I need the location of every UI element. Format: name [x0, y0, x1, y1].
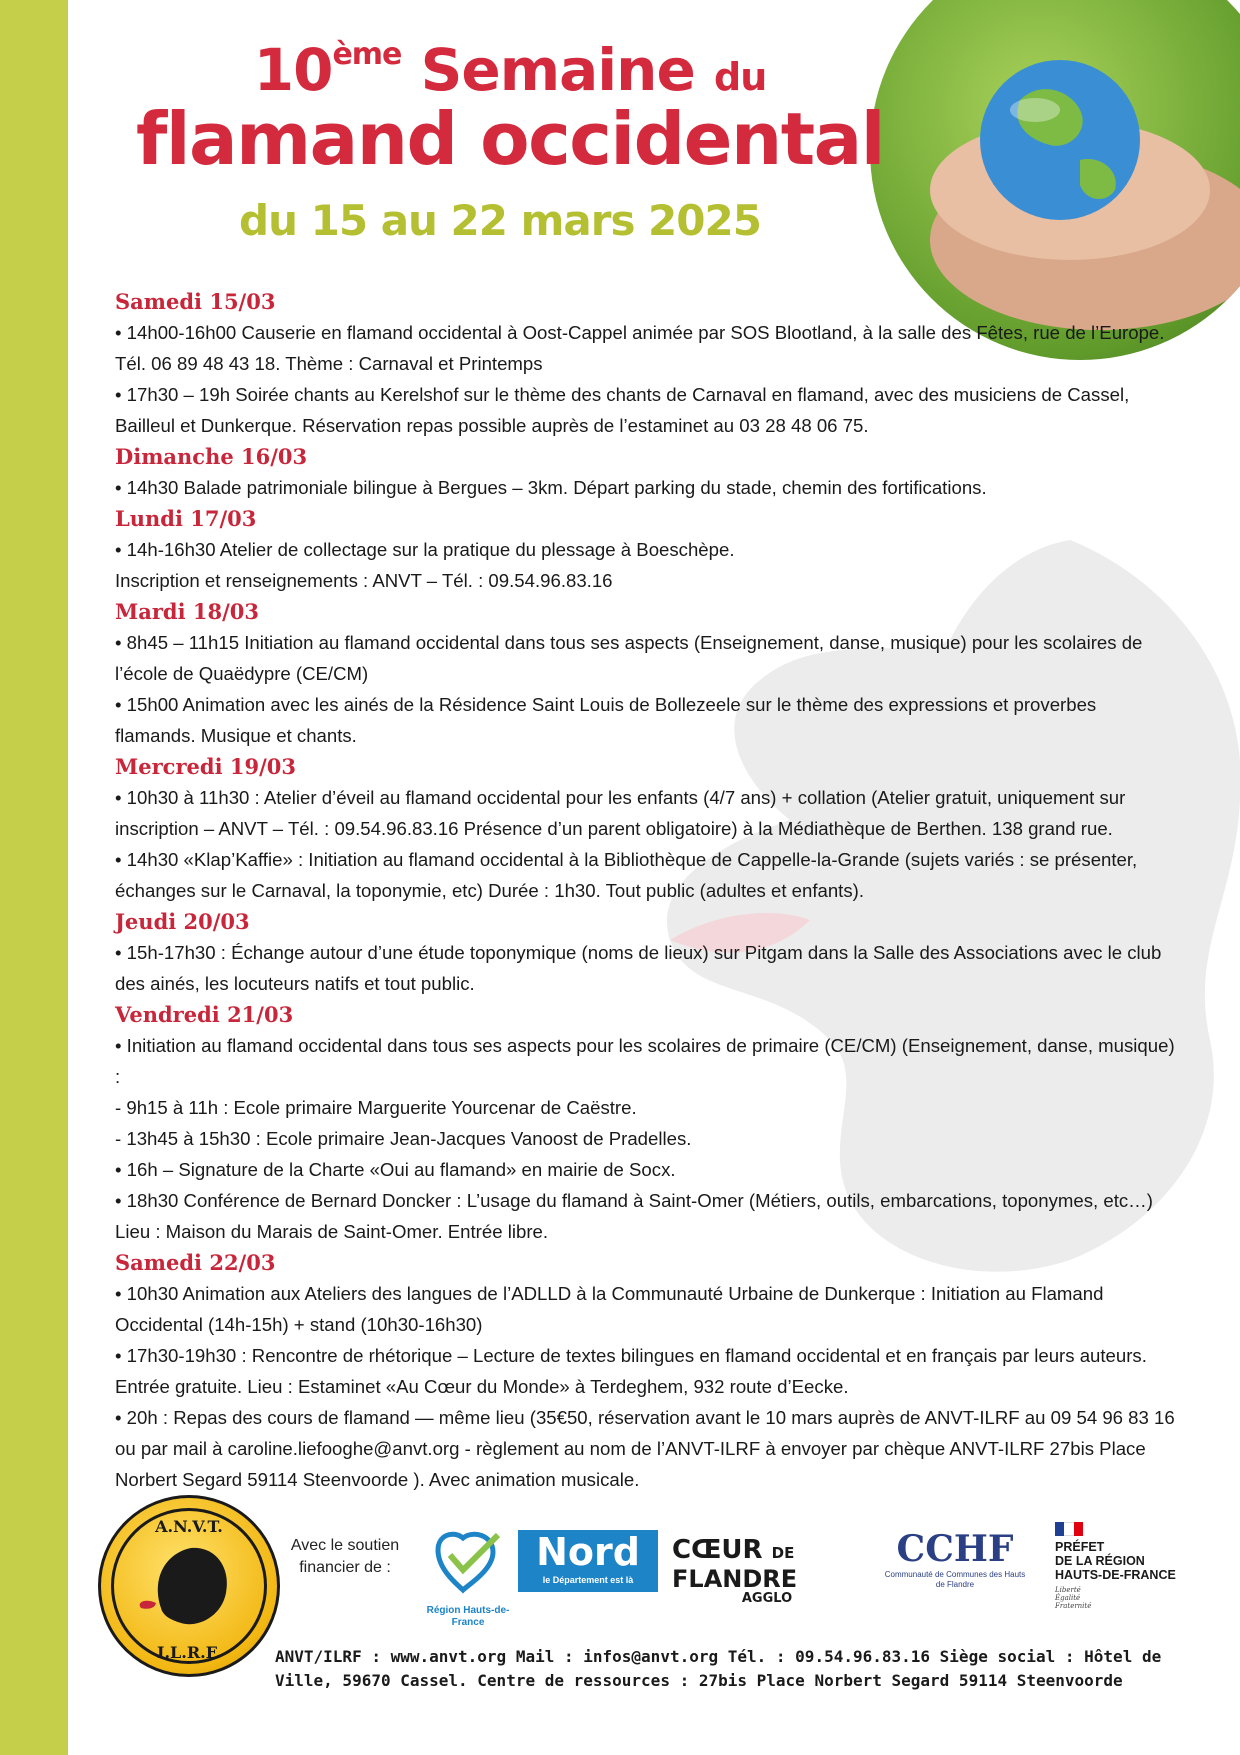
event-item: • 10h30 à 11h30 : Atelier d’éveil au flamand occidental pour les enfants (4/7 ans) + collation (Atelier gratuit, uniquement sur inscription – ANVT – Tél. : 09.54.96.83.16 Présence d’un parent obligatoire) à la Médiathèque de Berthen. 138 grand rue.	[115, 787, 1126, 839]
cchf-text: CCHF	[896, 1528, 1014, 1570]
anvt-logo	[98, 1495, 280, 1677]
day-heading: Lundi 17/03	[115, 506, 257, 531]
day-heading: Vendredi 21/03	[115, 1002, 294, 1027]
prefet-logo	[1055, 1522, 1205, 1610]
event-item: • 10h30 Animation aux Ateliers des langues de l’ADLLD à la Communauté Urbaine de Dunkerque : Initiation au Flamand Occidental (14h-15h) + stand (10h30-16h30)	[115, 1283, 1104, 1335]
prefet-line2: DE LA RÉGION	[1055, 1554, 1145, 1568]
event-item: • 14h30 «Klap’Kaffie» : Initiation au flamand occidental à la Bibliothèque de Cappelle-la-Grande (sujets variés : se présenter, échanges sur le Carnaval, la toponymie, etc) Durée : 1h30. Tout public (adultes et enfants).	[115, 849, 1138, 901]
title-du: du	[714, 55, 767, 99]
nord-logo	[518, 1530, 658, 1592]
page-title	[100, 36, 920, 181]
nord-text: Nord	[536, 1530, 640, 1574]
logo-bottom-text: I.L.R.F.	[156, 1643, 222, 1662]
event-item: • 17h30 – 19h Soirée chants au Kerelshof sur le thème des chants de Carnaval en flamand, avec des musiciens de Cassel, Bailleul et Dunkerque. Réservation repas possible auprès de l’estaminet au 03 28 48 06 75.	[115, 384, 1130, 436]
day-heading: Jeudi 20/03	[115, 909, 250, 934]
event-item: • 17h30-19h30 : Rencontre de rhétorique – Lecture de textes bilingues en flamand occidental et en français par leurs auteurs. Entrée gratuite. Lieu : Estaminet «Au Cœur du Monde» à Terdeghem, 932 route d’Eecke.	[115, 1345, 1147, 1397]
event-item: - 13h45 à 15h30 : Ecole primaire Jean-Jacques Vanoost de Pradelles.	[115, 1128, 692, 1149]
coeur-text: CŒUR	[672, 1535, 763, 1565]
event-item: • 14h-16h30 Atelier de collectage sur la pratique du plessage à Boeschèpe.	[115, 539, 735, 560]
day-heading: Mercredi 19/03	[115, 754, 296, 779]
event-item: • 20h : Repas des cours de flamand — même lieu (35€50, réservation avant le 10 mars auprès de ANVT-ILRF au 09 54 96 83 16 ou par mail à caroline.liefooghe@anvt.org - règlement au nom de l’ANVT-ILRF à envoyer par chèque ANVT-ILRF 27bis Place Norbert Segard 59114 Steenvoorde ). Avec animation musicale.	[115, 1407, 1175, 1490]
event-item: - 9h15 à 11h : Ecole primaire Marguerite Yourcenar de Caëstre.	[115, 1097, 637, 1118]
program-list	[115, 286, 1175, 1495]
region-label: Région Hauts-de-France	[426, 1605, 510, 1628]
event-item: • Initiation au flamand occidental dans tous ses aspects pour les scolaires de primaire (CE/CM) (Enseignement, danse, musique) :	[115, 1035, 1175, 1087]
event-item: • 15h-17h30 : Échange autour d’une étude toponymique (noms de lieux) sur Pitgam dans la Salle des Associations avec le club des ainés, les locuteurs natifs et tout public.	[115, 942, 1162, 994]
day-heading: Dimanche 16/03	[115, 444, 308, 469]
coeur-de-text: DE	[771, 1544, 795, 1562]
cchf-subtitle: Communauté de Communes des Hauts de Flandre	[884, 1570, 1026, 1589]
flandre-text: FLANDRE	[672, 1565, 798, 1593]
title-line2: flamand occidental	[136, 97, 884, 181]
contact-info: ANVT/ILRF : www.anvt.org Mail : infos@anvt.org Tél. : 09.54.96.83.16 Siège social : Hôtel de Ville, 59670 Cassel. Centre de ressources : 27bis Place Norbert Segard 59114 Steenvoorde	[275, 1647, 1162, 1690]
motto-liberte: Liberté	[1055, 1586, 1081, 1594]
event-item: Inscription et renseignements : ANVT – Tél. : 09.54.96.83.16	[115, 570, 613, 591]
nord-tagline: le Département est là	[542, 1575, 634, 1585]
event-item: • 14h30 Balade patrimoniale bilingue à Bergues – 3km. Départ parking du stade, chemin des fortifications.	[115, 477, 987, 498]
left-accent-bar	[0, 0, 68, 1755]
day-heading: Samedi 22/03	[115, 1250, 276, 1275]
event-item: • 18h30 Conférence de Bernard Doncker : L’usage du flamand à Saint-Omer (Métiers, outils, embarcations, toponymes, etc…) Lieu : Maison du Marais de Saint-Omer. Entrée libre.	[115, 1190, 1153, 1242]
event-item: • 8h45 – 11h15 Initiation au flamand occidental dans tous ses aspects (Enseignement, danse, musique) pour les scolaires de l’école de Quaëdypre (CE/CM)	[115, 632, 1143, 684]
event-dates: du 15 au 22 mars 2025	[239, 196, 761, 245]
region-hdf-logo	[418, 1520, 528, 1630]
motto-egalite: Égalité	[1055, 1594, 1081, 1602]
agglo-text: AGGLO	[741, 1591, 793, 1606]
french-flag-icon	[1055, 1522, 1083, 1536]
event-item: • 14h00-16h00 Causerie en flamand occidental à Oost-Cappel animée par SOS Blootland, à la salle des Fêtes, rue de l’Europe. Tél. 06 89 48 43 18. Thème : Carnaval et Printemps	[115, 322, 1165, 374]
day-heading: Samedi 15/03	[115, 289, 276, 314]
logo-top-text: A.N.V.T.	[155, 1517, 223, 1536]
prefet-line1: PRÉFET	[1055, 1540, 1105, 1554]
motto-fraternite: Fraternité	[1055, 1602, 1092, 1610]
event-item: • 16h – Signature de la Charte «Oui au flamand» en mairie de Socx.	[115, 1159, 676, 1180]
event-item: • 15h00 Animation avec les ainés de la Résidence Saint Louis de Bollezeele sur le thème des expressions et proverbes flamands. Musique et chants.	[115, 694, 1097, 746]
support-label: Avec le soutien financier de :	[290, 1537, 400, 1576]
title-number: 10	[253, 36, 333, 104]
prefet-line3: HAUTS-DE-FRANCE	[1055, 1568, 1176, 1582]
coeur-de-flandre-logo	[672, 1536, 862, 1606]
title-semaine: Semaine	[420, 36, 695, 104]
cchf-logo	[880, 1528, 1030, 1590]
title-ordinal: ème	[332, 37, 402, 72]
day-heading: Mardi 18/03	[115, 599, 260, 624]
